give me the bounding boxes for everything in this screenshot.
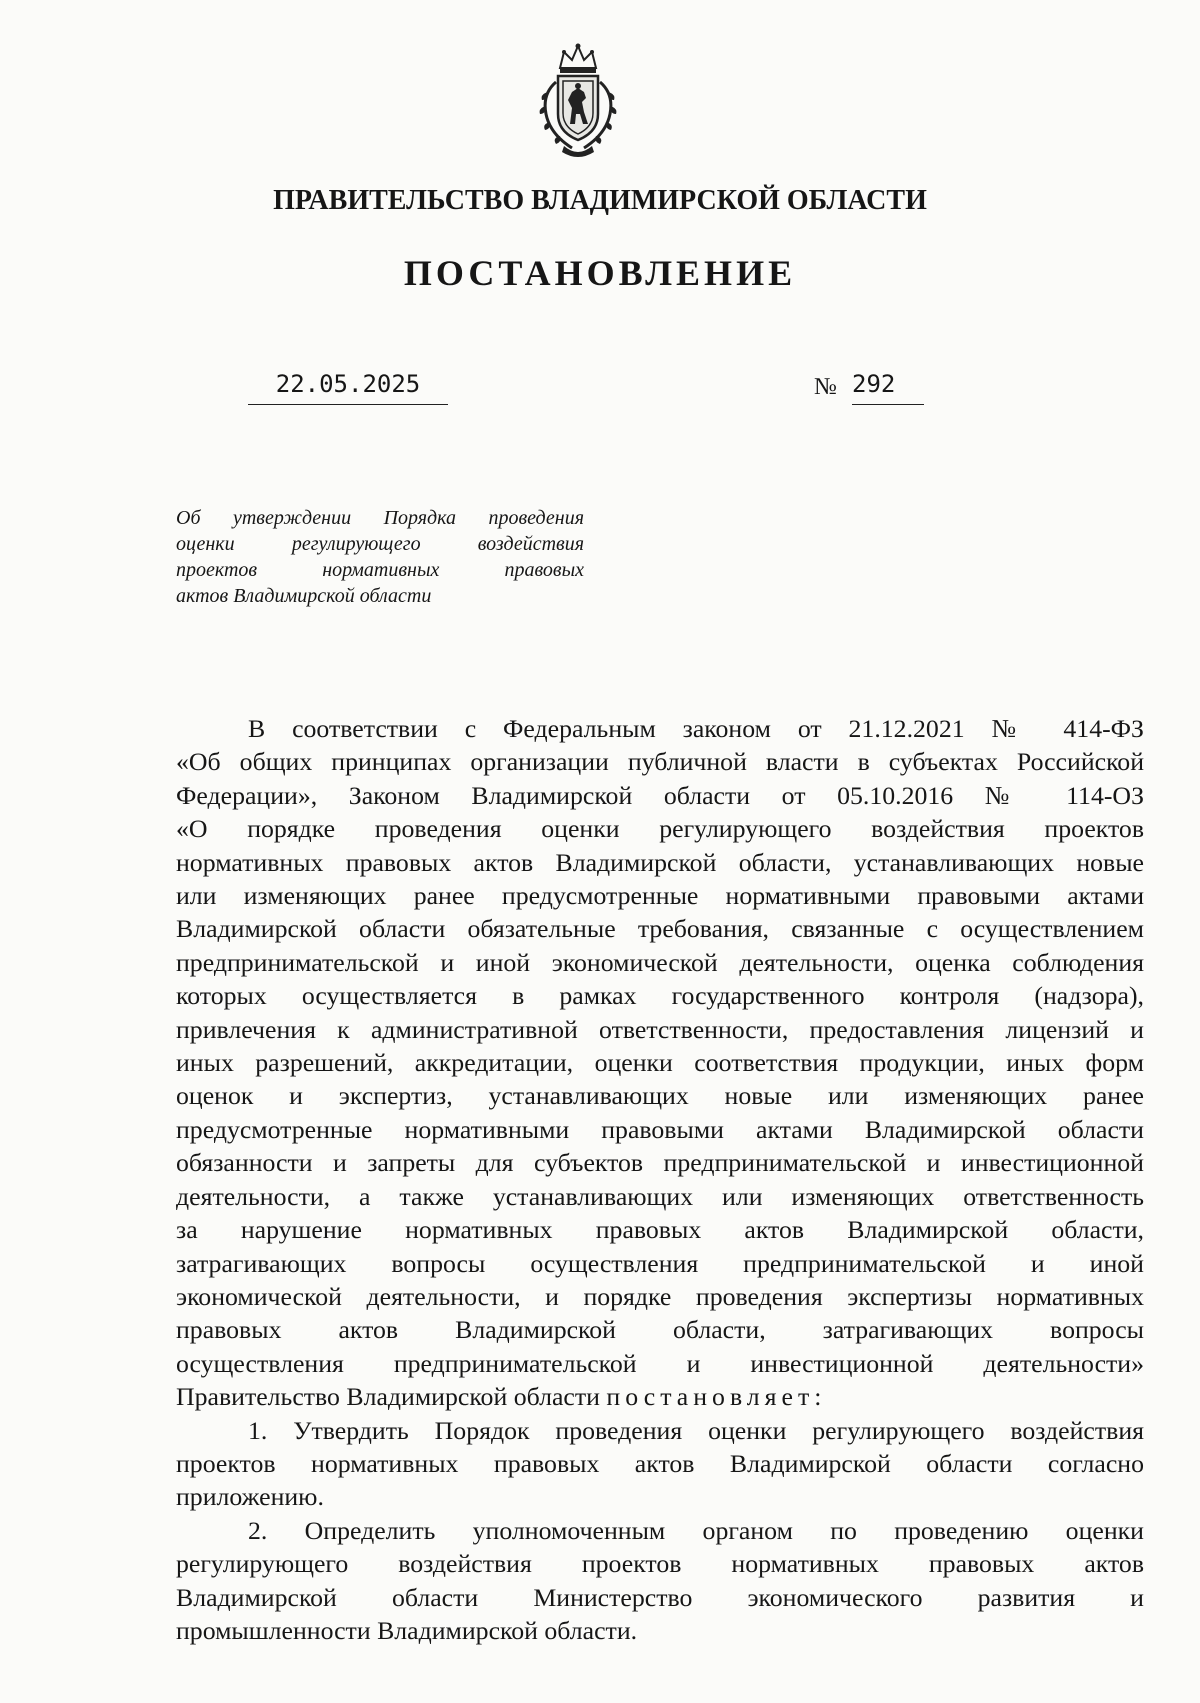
document-body: [176, 712, 1144, 1647]
government-name: ПРАВИТЕЛЬСТВО ВЛАДИМИРСКОЙ ОБЛАСТИ: [273, 185, 927, 216]
document-type: ПОСТАНОВЛЕНИЕ: [403, 253, 797, 293]
body-line: нормативных правовых актов Владимирской области, устанавливающих новые: [176, 847, 1144, 877]
body-line: предпринимательской и иной экономической деятельности, оценка соблюдения: [176, 947, 1144, 977]
subject-line: Об утверждении Порядка проведения: [176, 507, 584, 529]
body-line: иных разрешений, аккредитации, оценки соответствия продукции, иных форм: [176, 1048, 1144, 1078]
document-number-label: №: [814, 374, 837, 400]
document-number: 292: [852, 370, 924, 405]
subject-line: актов Владимирской области: [176, 585, 432, 607]
body-line: деятельности, а также устанавливающих или изменяющих ответственность: [176, 1181, 1144, 1211]
document-date: 22.05.2025: [248, 370, 448, 405]
body-line: которых осуществляется в рамках государственного контроля (надзора),: [176, 981, 1144, 1011]
body-line: оценок и экспертиз, устанавливающих новые или изменяющих ранее: [176, 1081, 1144, 1111]
body-line: «Об общих принципах организации публичной власти в субъектах Российской: [176, 747, 1144, 777]
item-1-line: 1. Утвердить Порядок проведения оценки регулирующего воздействия: [248, 1415, 1144, 1445]
body-line: «О порядке проведения оценки регулирующего воздействия проектов: [176, 814, 1144, 844]
coat-of-arms-icon: [528, 42, 628, 160]
resolution-verb: постановляет:: [606, 1382, 827, 1412]
body-line: обязанности и запреты для субъектов предпринимательской и инвестиционной: [176, 1148, 1144, 1178]
item-2-line: 2. Определить уполномоченным органом по проведению оценки: [248, 1515, 1144, 1545]
body-line: за нарушение нормативных правовых актов Владимирской области,: [176, 1215, 1144, 1245]
body-line: экономической деятельности, и порядке проведения экспертизы нормативных: [176, 1281, 1144, 1311]
body-line: привлечения к административной ответственности, предоставления лицензий и: [176, 1014, 1144, 1044]
item-1-line: приложению.: [176, 1482, 324, 1512]
item-1-line: проектов нормативных правовых актов Владимирской области согласно: [176, 1448, 1144, 1478]
subject-line: проектов нормативных правовых: [176, 559, 584, 581]
item-2-line: промышленности Владимирской области.: [176, 1615, 638, 1645]
body-line: или изменяющих ранее предусмотренные нормативными правовыми актами: [176, 881, 1144, 911]
body-line: правовых актов Владимирской области, затрагивающих вопросы: [176, 1315, 1144, 1345]
item-2-line: регулирующего воздействия проектов нормативных правовых актов: [176, 1549, 1144, 1579]
body-line: предусмотренные нормативными правовыми актами Владимирской области: [176, 1114, 1144, 1144]
resolution-prefix: Правительство Владимирской области: [176, 1382, 600, 1412]
body-line: осуществления предпринимательской и инвестиционной деятельности»: [176, 1348, 1144, 1378]
document-subject: [176, 505, 584, 609]
subject-line: оценки регулирующего воздействия: [176, 533, 584, 555]
body-line: затрагивающих вопросы осуществления предпринимательской и иной: [176, 1248, 1144, 1278]
resolution-line: [176, 1380, 1144, 1413]
body-line: Федерации», Законом Владимирской области от 05.10.2016 № 114-ОЗ: [176, 780, 1144, 810]
body-line: В соответствии с Федеральным законом от 21.12.2021 № 414-ФЗ: [248, 714, 1144, 743]
item-2-line: Владимирской области Министерство экономического развития и: [176, 1582, 1144, 1612]
body-line: Владимирской области обязательные требования, связанные с осуществлением: [176, 914, 1144, 944]
